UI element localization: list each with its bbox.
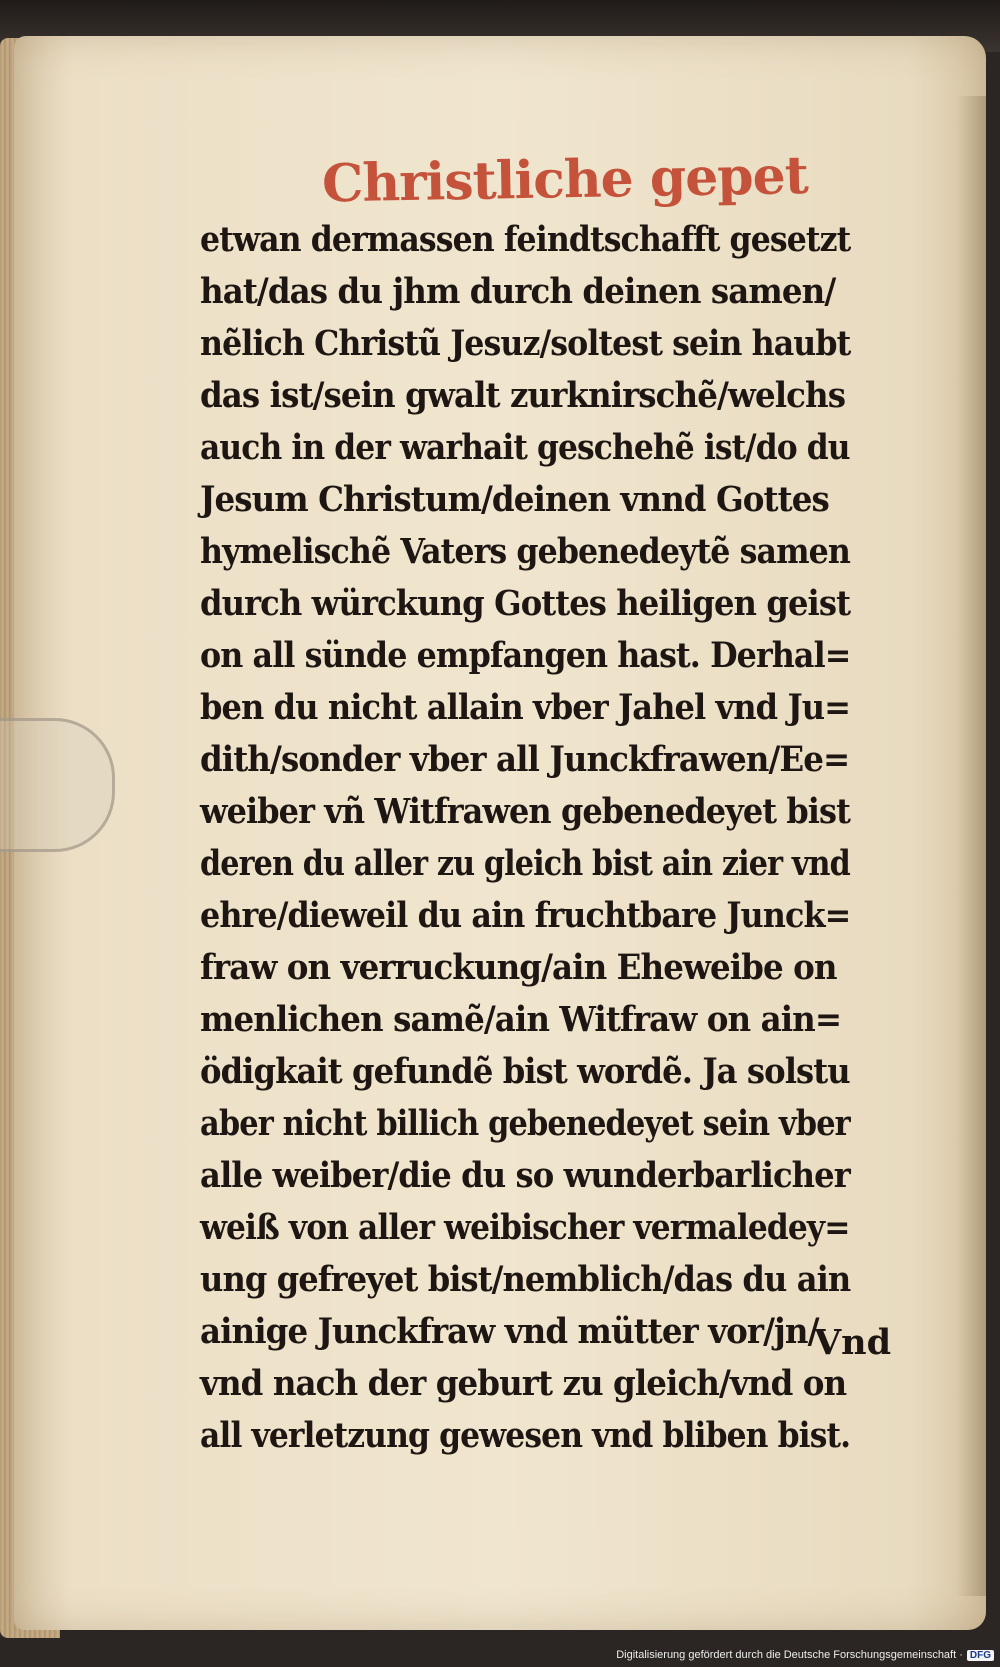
text-line: ehre/dieweil du ain fruchtbare Junck= [200, 895, 851, 936]
text-line: ben du nicht allain vber Jahel vnd Ju= [200, 687, 851, 728]
text-line: nẽlich Christũ Jesuz/soltest sein haubt [200, 323, 851, 364]
text-line: etwan dermassen feindtschafft gesetzt [200, 219, 851, 260]
text-line: ainige Junckfraw vnd mütter vor/jn/ [200, 1311, 819, 1352]
dfg-credit-text: Digitalisierung gefördert durch die Deutsche Forschungsgemeinschaft · [616, 1649, 963, 1661]
text-line: on all sünde empfangen hast. Derhal= [200, 635, 851, 676]
text-line: aber nicht billich gebenedeyet sein vber [200, 1103, 850, 1144]
text-line: weiß von aller weibischer vermaledey= [200, 1207, 850, 1248]
page-clip [0, 718, 115, 852]
text-line: das ist/sein gwalt zurknirschẽ/welchs [200, 375, 846, 416]
page-gutter-shadow [956, 96, 986, 1596]
text-line: dith/sonder vber all Junckfrawen/Ee= [200, 739, 850, 780]
text-line: hat/das du jhm durch deinen samen/ [200, 271, 836, 312]
text-line: ung gefreyet bist/nemblich/das du ain [200, 1259, 851, 1300]
text-line: Jesum Christum/deinen vnnd Gottes [200, 479, 829, 520]
text-line: weiber vñ Witfrawen gebenedeyet bist [200, 791, 850, 832]
text-line: auch in der warhait geschehẽ ist/do du [200, 427, 850, 468]
catchword: Vnd [814, 1322, 892, 1363]
text-line: all verletzung gewesen vnd bliben bist. [200, 1415, 851, 1456]
text-line: vnd nach der geburt zu gleich/vnd on [200, 1363, 847, 1404]
body-text [200, 214, 900, 1462]
text-line: durch würckung Gottes heiligen geist [200, 583, 851, 624]
page-heading: Christliche gepet [321, 145, 809, 215]
text-line: menlichen samẽ/ain Witfraw on ain= [200, 999, 842, 1040]
text-line: hymelischẽ Vaters gebenedeytẽ samen [200, 531, 851, 572]
text-line: alle weiber/die du so wunderbarlicher [200, 1155, 850, 1196]
text-line: fraw on verruckung/ain Eheweibe on [200, 947, 837, 988]
text-line: ödigkait gefundẽ bist wordẽ. Ja solstu [200, 1051, 850, 1092]
dfg-credit-bar [616, 1649, 994, 1661]
text-line: deren du aller zu gleich bist ain zier vnd [200, 843, 850, 884]
dfg-logo-icon: DFG [967, 1650, 994, 1661]
